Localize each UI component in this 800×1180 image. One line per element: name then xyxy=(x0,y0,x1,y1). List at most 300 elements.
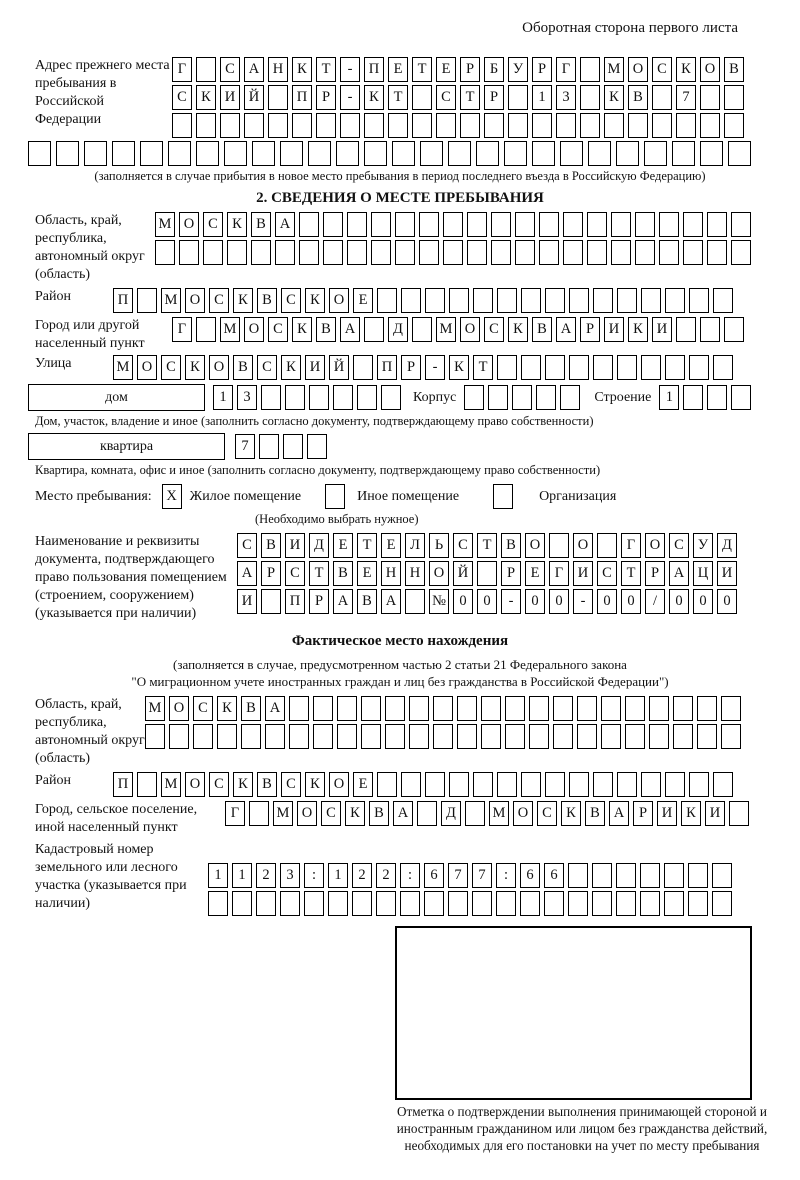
char-cell[interactable]: Т xyxy=(412,57,432,82)
char-cell[interactable]: Т xyxy=(473,355,493,380)
char-cell[interactable]: Р xyxy=(316,85,336,110)
char-cell[interactable] xyxy=(563,212,583,237)
char-cell[interactable] xyxy=(536,385,556,410)
char-cell[interactable]: К xyxy=(449,355,469,380)
char-cell[interactable] xyxy=(357,385,377,410)
char-cell[interactable] xyxy=(611,212,631,237)
char-cell[interactable]: А xyxy=(340,317,360,342)
char-cell[interactable]: В xyxy=(261,533,281,558)
char-cell[interactable] xyxy=(371,240,391,265)
char-cell[interactable] xyxy=(688,863,708,888)
char-cell[interactable]: О xyxy=(628,57,648,82)
char-cell[interactable]: О xyxy=(185,288,205,313)
char-cell[interactable] xyxy=(592,863,612,888)
char-cell[interactable] xyxy=(587,240,607,265)
char-cell[interactable]: К xyxy=(305,288,325,313)
char-cell[interactable] xyxy=(617,355,637,380)
char-cell[interactable] xyxy=(137,288,157,313)
char-cell[interactable] xyxy=(395,240,415,265)
char-cell[interactable]: Р xyxy=(484,85,504,110)
char-cell[interactable]: И xyxy=(652,317,672,342)
char-cell[interactable]: О xyxy=(460,317,480,342)
char-cell[interactable]: Р xyxy=(645,561,665,586)
char-cell[interactable] xyxy=(169,724,189,749)
char-cell[interactable] xyxy=(84,141,107,166)
char-cell[interactable] xyxy=(28,141,51,166)
char-cell[interactable] xyxy=(347,240,367,265)
char-cell[interactable] xyxy=(641,288,661,313)
char-cell[interactable] xyxy=(512,385,532,410)
char-cell[interactable] xyxy=(659,240,679,265)
char-cell[interactable] xyxy=(412,85,432,110)
char-cell[interactable]: В xyxy=(628,85,648,110)
char-cell[interactable] xyxy=(529,724,549,749)
char-cell[interactable]: К xyxy=(305,772,325,797)
char-cell[interactable] xyxy=(532,113,552,138)
char-cell[interactable]: П xyxy=(285,589,305,614)
char-cell[interactable]: У xyxy=(693,533,713,558)
char-cell[interactable]: В xyxy=(501,533,521,558)
char-cell[interactable]: Р xyxy=(401,355,421,380)
char-cell[interactable]: С xyxy=(652,57,672,82)
char-cell[interactable] xyxy=(249,801,269,826)
char-cell[interactable] xyxy=(563,240,583,265)
char-cell[interactable] xyxy=(401,772,421,797)
char-cell[interactable] xyxy=(539,212,559,237)
char-cell[interactable] xyxy=(313,724,333,749)
char-cell[interactable] xyxy=(592,891,612,916)
char-cell[interactable] xyxy=(385,724,405,749)
char-cell[interactable] xyxy=(353,355,373,380)
char-cell[interactable] xyxy=(521,288,541,313)
char-cell[interactable]: 1 xyxy=(213,385,233,410)
char-cell[interactable] xyxy=(683,240,703,265)
char-cell[interactable]: Г xyxy=(225,801,245,826)
char-cell[interactable] xyxy=(477,561,497,586)
char-cell[interactable] xyxy=(256,891,276,916)
char-cell[interactable]: А xyxy=(381,589,401,614)
char-cell[interactable]: О xyxy=(179,212,199,237)
char-cell[interactable]: Т xyxy=(316,57,336,82)
char-cell[interactable] xyxy=(577,696,597,721)
char-cell[interactable] xyxy=(464,385,484,410)
char-cell[interactable] xyxy=(593,355,613,380)
char-cell[interactable]: : xyxy=(400,863,420,888)
char-cell[interactable]: К xyxy=(196,85,216,110)
char-cell[interactable]: Й xyxy=(453,561,473,586)
char-cell[interactable]: С xyxy=(209,772,229,797)
char-cell[interactable] xyxy=(443,240,463,265)
char-cell[interactable] xyxy=(515,240,535,265)
char-cell[interactable] xyxy=(323,240,343,265)
char-cell[interactable] xyxy=(168,141,191,166)
char-cell[interactable]: 0 xyxy=(717,589,737,614)
char-cell[interactable] xyxy=(412,317,432,342)
char-cell[interactable]: Н xyxy=(268,57,288,82)
char-cell[interactable] xyxy=(707,212,727,237)
char-cell[interactable] xyxy=(601,696,621,721)
char-cell[interactable] xyxy=(275,240,295,265)
char-cell[interactable]: Е xyxy=(525,561,545,586)
char-cell[interactable]: 0 xyxy=(525,589,545,614)
char-cell[interactable]: О xyxy=(513,801,533,826)
char-cell[interactable] xyxy=(436,113,456,138)
char-cell[interactable] xyxy=(569,772,589,797)
char-cell[interactable]: Б xyxy=(484,57,504,82)
char-cell[interactable]: Д xyxy=(441,801,461,826)
char-cell[interactable] xyxy=(323,212,343,237)
char-cell[interactable]: 1 xyxy=(532,85,552,110)
char-cell[interactable] xyxy=(731,212,751,237)
char-cell[interactable] xyxy=(299,212,319,237)
checkbox-organization[interactable] xyxy=(493,484,513,509)
char-cell[interactable] xyxy=(697,696,717,721)
char-cell[interactable] xyxy=(196,57,216,82)
char-cell[interactable]: О xyxy=(573,533,593,558)
char-cell[interactable]: Т xyxy=(388,85,408,110)
char-cell[interactable] xyxy=(457,696,477,721)
char-cell[interactable] xyxy=(713,288,733,313)
char-cell[interactable]: 2 xyxy=(376,863,396,888)
char-cell[interactable] xyxy=(377,288,397,313)
char-cell[interactable]: М xyxy=(145,696,165,721)
char-cell[interactable] xyxy=(299,240,319,265)
char-cell[interactable] xyxy=(625,724,645,749)
char-cell[interactable]: Р xyxy=(460,57,480,82)
char-cell[interactable] xyxy=(385,696,405,721)
char-cell[interactable] xyxy=(56,141,79,166)
char-cell[interactable]: Й xyxy=(244,85,264,110)
char-cell[interactable]: В xyxy=(251,212,271,237)
char-cell[interactable] xyxy=(220,113,240,138)
char-cell[interactable]: 7 xyxy=(472,863,492,888)
char-cell[interactable]: 1 xyxy=(232,863,252,888)
char-cell[interactable]: В xyxy=(257,772,277,797)
char-cell[interactable] xyxy=(244,113,264,138)
char-cell[interactable]: 0 xyxy=(669,589,689,614)
char-cell[interactable] xyxy=(641,772,661,797)
char-cell[interactable]: - xyxy=(573,589,593,614)
char-cell[interactable]: О xyxy=(137,355,157,380)
char-cell[interactable] xyxy=(476,141,499,166)
char-cell[interactable]: 7 xyxy=(235,434,255,459)
char-cell[interactable] xyxy=(665,288,685,313)
char-cell[interactable] xyxy=(724,317,744,342)
char-cell[interactable]: М xyxy=(161,288,181,313)
char-cell[interactable]: С xyxy=(193,696,213,721)
char-cell[interactable] xyxy=(425,288,445,313)
char-cell[interactable] xyxy=(580,113,600,138)
char-cell[interactable]: С xyxy=(597,561,617,586)
char-cell[interactable]: К xyxy=(604,85,624,110)
char-cell[interactable] xyxy=(700,85,720,110)
char-cell[interactable]: С xyxy=(203,212,223,237)
char-cell[interactable] xyxy=(340,113,360,138)
char-cell[interactable] xyxy=(545,355,565,380)
char-cell[interactable]: Р xyxy=(309,589,329,614)
char-cell[interactable]: - xyxy=(340,57,360,82)
char-cell[interactable] xyxy=(232,891,252,916)
char-cell[interactable]: 0 xyxy=(597,589,617,614)
char-cell[interactable]: 0 xyxy=(453,589,473,614)
char-cell[interactable] xyxy=(683,212,703,237)
char-cell[interactable]: Р xyxy=(501,561,521,586)
char-cell[interactable]: Е xyxy=(353,288,373,313)
char-cell[interactable] xyxy=(556,113,576,138)
char-cell[interactable]: Д xyxy=(309,533,329,558)
char-cell[interactable]: А xyxy=(609,801,629,826)
char-cell[interactable] xyxy=(388,113,408,138)
char-cell[interactable] xyxy=(308,141,331,166)
char-cell[interactable] xyxy=(521,355,541,380)
char-cell[interactable] xyxy=(371,212,391,237)
char-cell[interactable] xyxy=(560,141,583,166)
char-cell[interactable]: К xyxy=(217,696,237,721)
char-cell[interactable]: П xyxy=(292,85,312,110)
char-cell[interactable]: Е xyxy=(357,561,377,586)
char-cell[interactable] xyxy=(361,696,381,721)
house-box[interactable]: дом xyxy=(28,384,205,411)
char-cell[interactable]: О xyxy=(329,772,349,797)
char-cell[interactable] xyxy=(448,891,468,916)
char-cell[interactable]: А xyxy=(265,696,285,721)
char-cell[interactable] xyxy=(593,288,613,313)
char-cell[interactable] xyxy=(336,141,359,166)
char-cell[interactable] xyxy=(505,696,525,721)
char-cell[interactable]: О xyxy=(429,561,449,586)
char-cell[interactable]: Й xyxy=(329,355,349,380)
char-cell[interactable]: 3 xyxy=(556,85,576,110)
char-cell[interactable]: В xyxy=(532,317,552,342)
char-cell[interactable] xyxy=(588,141,611,166)
char-cell[interactable]: П xyxy=(113,772,133,797)
char-cell[interactable]: С xyxy=(285,561,305,586)
char-cell[interactable] xyxy=(544,891,564,916)
char-cell[interactable]: Г xyxy=(172,317,192,342)
char-cell[interactable] xyxy=(227,240,247,265)
char-cell[interactable]: К xyxy=(185,355,205,380)
char-cell[interactable] xyxy=(419,212,439,237)
char-cell[interactable] xyxy=(409,724,429,749)
char-cell[interactable]: В xyxy=(369,801,389,826)
char-cell[interactable] xyxy=(520,891,540,916)
char-cell[interactable] xyxy=(484,113,504,138)
char-cell[interactable]: Г xyxy=(549,561,569,586)
char-cell[interactable] xyxy=(217,724,237,749)
char-cell[interactable]: К xyxy=(281,355,301,380)
char-cell[interactable]: К xyxy=(233,772,253,797)
char-cell[interactable] xyxy=(713,355,733,380)
char-cell[interactable]: Т xyxy=(477,533,497,558)
char-cell[interactable] xyxy=(472,891,492,916)
char-cell[interactable] xyxy=(697,724,717,749)
char-cell[interactable]: В xyxy=(585,801,605,826)
char-cell[interactable]: Н xyxy=(405,561,425,586)
char-cell[interactable]: - xyxy=(425,355,445,380)
char-cell[interactable] xyxy=(628,113,648,138)
char-cell[interactable] xyxy=(481,696,501,721)
char-cell[interactable] xyxy=(289,696,309,721)
char-cell[interactable] xyxy=(673,724,693,749)
char-cell[interactable] xyxy=(381,385,401,410)
char-cell[interactable]: М xyxy=(273,801,293,826)
char-cell[interactable]: С xyxy=(209,288,229,313)
char-cell[interactable] xyxy=(568,863,588,888)
char-cell[interactable] xyxy=(364,317,384,342)
char-cell[interactable] xyxy=(488,385,508,410)
char-cell[interactable]: А xyxy=(237,561,257,586)
char-cell[interactable] xyxy=(616,891,636,916)
char-cell[interactable]: 1 xyxy=(659,385,679,410)
char-cell[interactable] xyxy=(508,113,528,138)
char-cell[interactable]: № xyxy=(429,589,449,614)
char-cell[interactable] xyxy=(640,863,660,888)
char-cell[interactable] xyxy=(724,113,744,138)
char-cell[interactable] xyxy=(412,113,432,138)
apartment-box[interactable]: квартира xyxy=(28,433,225,460)
char-cell[interactable]: О xyxy=(329,288,349,313)
char-cell[interactable]: О xyxy=(297,801,317,826)
char-cell[interactable]: К xyxy=(681,801,701,826)
char-cell[interactable] xyxy=(280,891,300,916)
char-cell[interactable] xyxy=(361,724,381,749)
char-cell[interactable]: К xyxy=(561,801,581,826)
char-cell[interactable] xyxy=(392,141,415,166)
char-cell[interactable] xyxy=(593,772,613,797)
char-cell[interactable]: С xyxy=(237,533,257,558)
char-cell[interactable]: М xyxy=(604,57,624,82)
char-cell[interactable] xyxy=(473,288,493,313)
char-cell[interactable]: П xyxy=(113,288,133,313)
char-cell[interactable] xyxy=(307,434,327,459)
char-cell[interactable] xyxy=(377,772,397,797)
char-cell[interactable] xyxy=(529,696,549,721)
char-cell[interactable] xyxy=(252,141,275,166)
char-cell[interactable]: 1 xyxy=(208,863,228,888)
char-cell[interactable] xyxy=(337,724,357,749)
checkbox-other-premises[interactable] xyxy=(325,484,345,509)
char-cell[interactable]: Е xyxy=(353,772,373,797)
char-cell[interactable]: С xyxy=(669,533,689,558)
char-cell[interactable] xyxy=(672,141,695,166)
char-cell[interactable] xyxy=(400,891,420,916)
char-cell[interactable]: А xyxy=(393,801,413,826)
char-cell[interactable] xyxy=(395,212,415,237)
char-cell[interactable]: С xyxy=(268,317,288,342)
char-cell[interactable] xyxy=(532,141,555,166)
char-cell[interactable] xyxy=(549,533,569,558)
char-cell[interactable]: С xyxy=(172,85,192,110)
char-cell[interactable] xyxy=(508,85,528,110)
char-cell[interactable]: К xyxy=(292,57,312,82)
char-cell[interactable] xyxy=(611,240,631,265)
char-cell[interactable] xyxy=(545,288,565,313)
char-cell[interactable] xyxy=(729,801,749,826)
char-cell[interactable] xyxy=(504,141,527,166)
char-cell[interactable]: К xyxy=(227,212,247,237)
char-cell[interactable]: В xyxy=(233,355,253,380)
char-cell[interactable]: А xyxy=(275,212,295,237)
char-cell[interactable] xyxy=(539,240,559,265)
char-cell[interactable] xyxy=(641,355,661,380)
char-cell[interactable] xyxy=(601,724,621,749)
char-cell[interactable]: 2 xyxy=(352,863,372,888)
char-cell[interactable]: 7 xyxy=(448,863,468,888)
char-cell[interactable]: А xyxy=(333,589,353,614)
char-cell[interactable]: 6 xyxy=(424,863,444,888)
char-cell[interactable] xyxy=(337,696,357,721)
char-cell[interactable] xyxy=(401,288,421,313)
char-cell[interactable] xyxy=(196,317,216,342)
char-cell[interactable]: А xyxy=(556,317,576,342)
char-cell[interactable]: И xyxy=(305,355,325,380)
char-cell[interactable] xyxy=(521,772,541,797)
char-cell[interactable] xyxy=(676,113,696,138)
char-cell[interactable] xyxy=(304,891,324,916)
char-cell[interactable]: О xyxy=(525,533,545,558)
char-cell[interactable]: С xyxy=(281,288,301,313)
char-cell[interactable]: С xyxy=(537,801,557,826)
char-cell[interactable] xyxy=(617,772,637,797)
char-cell[interactable] xyxy=(419,240,439,265)
char-cell[interactable] xyxy=(700,141,723,166)
char-cell[interactable]: Д xyxy=(388,317,408,342)
char-cell[interactable] xyxy=(328,891,348,916)
char-cell[interactable]: И xyxy=(705,801,725,826)
char-cell[interactable]: И xyxy=(220,85,240,110)
char-cell[interactable] xyxy=(553,724,573,749)
char-cell[interactable] xyxy=(465,801,485,826)
char-cell[interactable]: Т xyxy=(309,561,329,586)
char-cell[interactable] xyxy=(285,385,305,410)
char-cell[interactable] xyxy=(707,240,727,265)
char-cell[interactable]: М xyxy=(436,317,456,342)
char-cell[interactable] xyxy=(405,589,425,614)
char-cell[interactable]: Р xyxy=(532,57,552,82)
char-cell[interactable]: А xyxy=(669,561,689,586)
char-cell[interactable] xyxy=(473,772,493,797)
char-cell[interactable] xyxy=(689,772,709,797)
char-cell[interactable]: Е xyxy=(381,533,401,558)
char-cell[interactable] xyxy=(268,85,288,110)
char-cell[interactable] xyxy=(196,141,219,166)
char-cell[interactable]: - xyxy=(501,589,521,614)
char-cell[interactable]: Т xyxy=(621,561,641,586)
char-cell[interactable] xyxy=(433,696,453,721)
char-cell[interactable] xyxy=(417,801,437,826)
char-cell[interactable] xyxy=(689,288,709,313)
char-cell[interactable]: Е xyxy=(436,57,456,82)
char-cell[interactable]: И xyxy=(604,317,624,342)
char-cell[interactable] xyxy=(700,317,720,342)
char-cell[interactable] xyxy=(280,141,303,166)
char-cell[interactable]: 6 xyxy=(520,863,540,888)
char-cell[interactable] xyxy=(597,533,617,558)
char-cell[interactable] xyxy=(721,696,741,721)
char-cell[interactable]: 6 xyxy=(544,863,564,888)
char-cell[interactable] xyxy=(713,772,733,797)
char-cell[interactable] xyxy=(635,212,655,237)
char-cell[interactable]: С xyxy=(436,85,456,110)
char-cell[interactable]: К xyxy=(233,288,253,313)
char-cell[interactable] xyxy=(731,385,751,410)
char-cell[interactable]: 0 xyxy=(621,589,641,614)
char-cell[interactable] xyxy=(364,113,384,138)
char-cell[interactable] xyxy=(580,85,600,110)
char-cell[interactable]: Т xyxy=(460,85,480,110)
char-cell[interactable] xyxy=(649,696,669,721)
char-cell[interactable] xyxy=(443,212,463,237)
